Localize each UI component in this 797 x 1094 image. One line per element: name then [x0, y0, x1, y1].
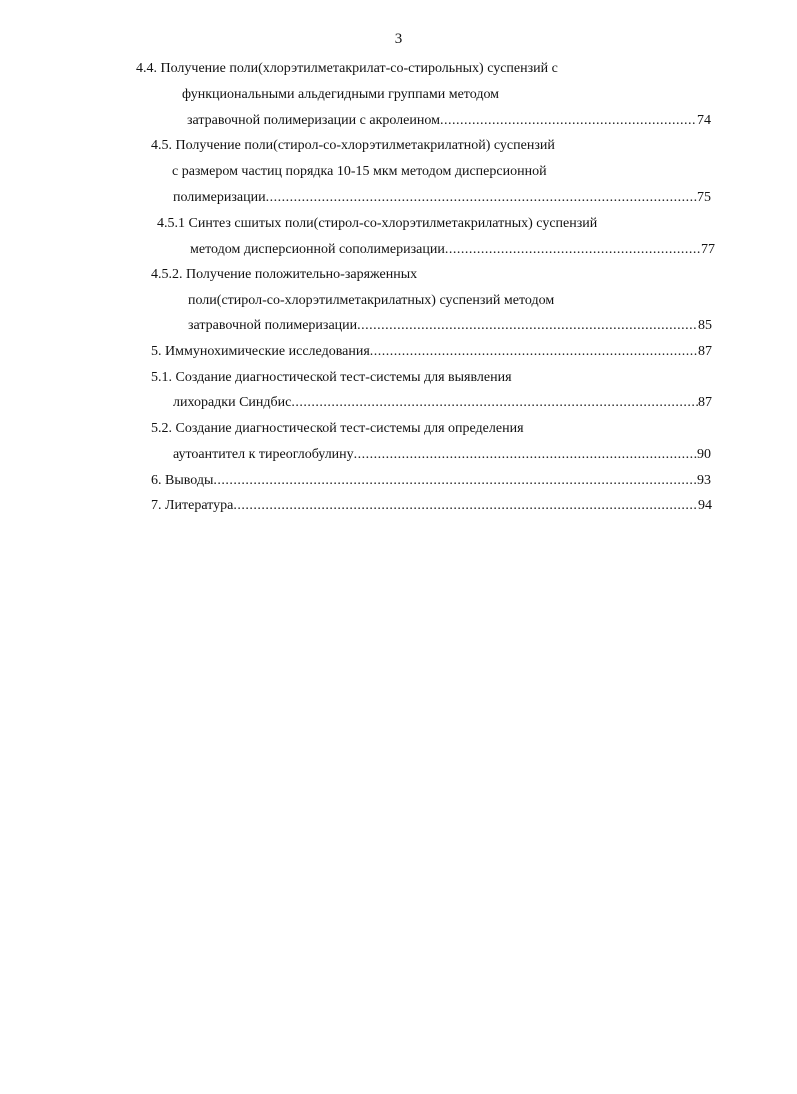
toc-5-2-line1: 5.2. Создание диагностической тест-системы для определения	[151, 421, 524, 436]
toc-entry-7	[151, 497, 712, 514]
toc-5-2-page: 90	[697, 447, 711, 462]
leader-dots	[440, 112, 697, 129]
toc-4-5-2-line1: 4.5.2. Получение положительно-заряженных	[151, 267, 418, 282]
toc-4-5-2-line3: затравочной полимеризации	[188, 318, 358, 333]
toc-4-5-page: 75	[697, 190, 711, 205]
toc-4-5-2-line2: поли(стирол-со-хлорэтилметакрилатных) суспензий методом	[188, 293, 555, 308]
leader-dots	[266, 189, 697, 206]
toc-entry-4-4	[187, 112, 711, 129]
toc-4-5-1-page: 77	[701, 242, 715, 257]
toc-5-1-page: 87	[698, 395, 712, 410]
toc-5-page: 87	[698, 344, 712, 359]
toc-4-4-page: 74	[697, 113, 711, 128]
toc-entry-5	[151, 343, 712, 360]
toc-entry-5-1	[173, 394, 712, 411]
toc-entry-4-5	[173, 189, 711, 206]
toc-4-5-line3: полимеризации	[173, 190, 266, 205]
toc-entry-5-2	[173, 446, 711, 463]
toc-entry-6	[151, 472, 711, 489]
toc-7-page: 94	[698, 498, 712, 513]
leader-dots	[354, 446, 697, 463]
toc-6-page: 93	[697, 473, 711, 488]
leader-dots	[213, 472, 697, 489]
toc-4-5-2-page: 85	[698, 318, 712, 333]
toc-7-line1: 7. Литература	[151, 498, 234, 513]
toc-5-2-line2: аутоантител к тиреоглобулину	[173, 447, 354, 462]
leader-dots	[445, 241, 701, 258]
toc-4-5-line2: с размером частиц порядка 10-15 мкм методом дисперсионной	[172, 164, 547, 179]
toc-4-4-line3: затравочной полимеризации с акролеином	[187, 113, 440, 128]
toc-5-1-line2: лихорадки Синдбис	[173, 395, 292, 410]
leader-dots	[370, 343, 698, 360]
toc-4-5-1-line2: методом дисперсионной сополимеризации	[190, 242, 445, 257]
toc-4-4-line1: 4.4. Получение поли(хлорэтилметакрилат-со-стирольных) суспензий с	[136, 61, 558, 76]
toc-4-5-1-line1: 4.5.1 Синтез сшитых поли(стирол-со-хлорэтилметакрилатных) суспензий	[157, 216, 598, 231]
toc-entry-4-5-1	[190, 241, 715, 258]
toc-4-4-line2: функциональными альдегидными группами методом	[182, 87, 500, 102]
leader-dots	[291, 394, 698, 411]
toc-6-line1: 6. Выводы	[151, 473, 214, 488]
leader-dots	[233, 497, 698, 514]
leader-dots	[357, 317, 698, 334]
page-number: 3	[394, 31, 403, 47]
toc-5-1-line1: 5.1. Создание диагностической тест-системы для выявления	[151, 370, 512, 385]
toc-5-line1: 5. Иммунохимические исследования	[151, 344, 370, 359]
toc-4-5-line1: 4.5. Получение поли(стирол-со-хлорэтилметакрилатной) суспензий	[151, 138, 555, 153]
toc-entry-4-5-2	[188, 317, 712, 334]
